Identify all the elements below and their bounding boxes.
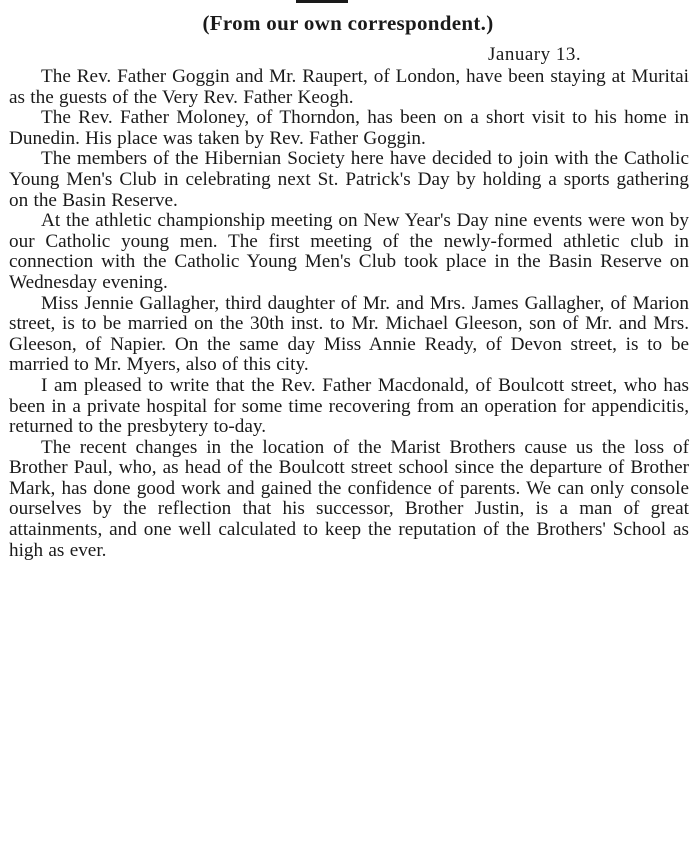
paragraph-athletic-meeting: At the athletic championship meeting on New Year's Day nine events were won by our Catholic young men. The first meeting of the newly-formed athletic club in connection with the Catholic Young Men's Club took place in the Basin Reserve on Wednesday evening. — [9, 210, 689, 293]
article-body — [9, 67, 689, 561]
paragraph-visitors: The Rev. Father Goggin and Mr. Raupert, of London, have been staying at Muritai as the guests of the Very Rev. Father Keogh. — [9, 66, 689, 108]
paragraph-marist-brothers: The recent changes in the location of the Marist Brothers cause us the loss of Brother Paul, who, as head of the Boulcott street school since the departure of Brother Mark, has done good work and gained the confidence of parents. We can only console ourselves by the reflection that his successor, Brother Justin, is a man of great attainments, and one well calculated to keep the reputation of the Brothers' School as high as ever. — [9, 436, 689, 561]
paragraph-weddings: Miss Jennie Gallagher, third daughter of Mr. and Mrs. James Gallagher, of Marion street, is to be married on the 30th inst. to Mr. Michael Gleeson, son of Mr. and Mrs. Gleeson, of Napier. On the same day Miss Annie Ready, of Devon street, is to be married to Mr. Myers, also of this city. — [9, 292, 689, 376]
dateline: January 13. — [488, 44, 582, 65]
paragraph-father-moloney: The Rev. Father Moloney, of Thorndon, has been on a short visit to his home in Dunedin. His place was taken by Rev. Father Goggin. — [9, 107, 689, 149]
top-rule — [296, 0, 348, 3]
paragraph-hibernian-society: The members of the Hibernian Society here have decided to join with the Catholic Young Men's Club in celebrating next St. Patrick's Day by holding a sports gathering on the Basin Reserve. — [9, 148, 689, 211]
section-heading: (From our own correspondent.) — [202, 11, 494, 35]
paragraph-father-macdonald: I am pleased to write that the Rev. Father Macdonald, of Boulcott street, who has been in a private hospital for some time recovering from an operation for appendicitis, returned to the presbytery to-day. — [9, 374, 689, 438]
